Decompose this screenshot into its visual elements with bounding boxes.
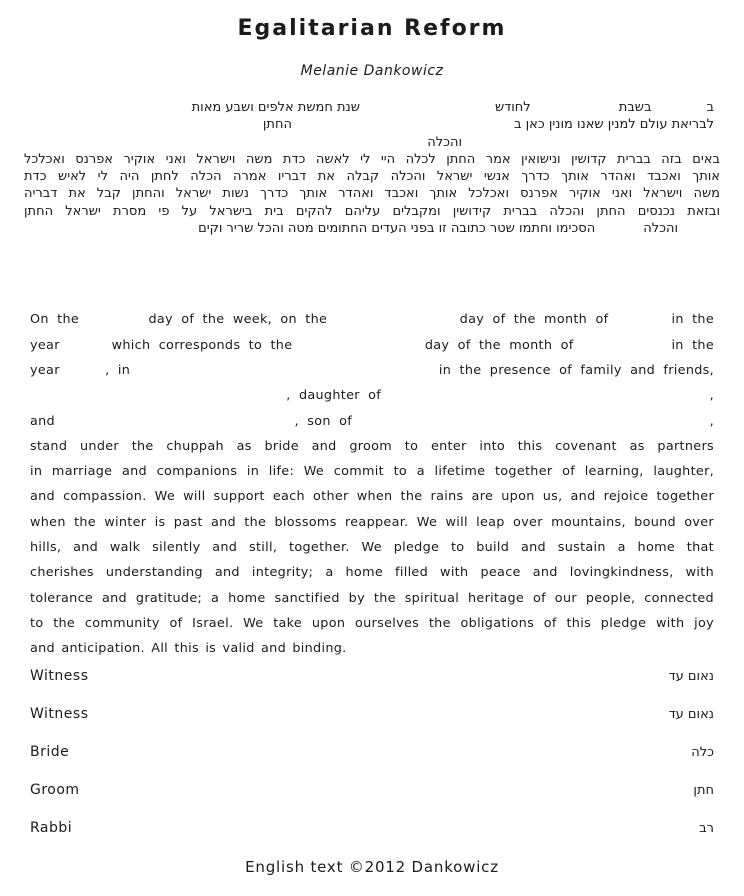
hebrew-creation-phrase: לבריאת עולם למנין שאנו מונין כאן ב [513, 117, 714, 133]
hebrew-paragraph-line: ובזאת נכנסים החתן והכלה בברית קידושין ומקבלים עליהם להקים בית בישראל על פי מסרת ישראל החתן [24, 203, 720, 219]
english-bride-line [30, 383, 714, 408]
signature-row-bride [30, 744, 714, 761]
hebrew-bride-line [30, 134, 714, 151]
english-section [30, 307, 714, 661]
signature-label-en: Rabbi [30, 819, 73, 836]
english-pledge-line: and compassion. We will support each other when the rains are upon us, and rejoice together [30, 489, 714, 505]
english-text-segment: which corresponds to the [111, 337, 293, 353]
blank-weekday [79, 322, 148, 323]
hebrew-year-phrase: שנת חמשת אלפים ושבע מאות [191, 100, 360, 115]
blank-hebrew-month-name [360, 110, 495, 111]
english-text-segment: and [30, 413, 55, 429]
signature-label-he: נאום עד [668, 706, 714, 722]
blank-hebrew-place [292, 127, 514, 128]
hebrew-day-prefix: ב [706, 100, 714, 115]
signature-row-witness-2 [30, 706, 714, 723]
english-date-line-1 [30, 307, 714, 332]
hebrew-paragraph [24, 151, 720, 237]
english-text-segment: , [709, 388, 714, 404]
blank-hebrew-year [60, 348, 112, 349]
blank-day-of-month [327, 322, 459, 323]
hebrew-month-word: לחודש [494, 100, 531, 115]
english-text-segment: in the [671, 312, 715, 328]
english-pledge-line: when the winter is past and the blossoms reappear. We will leap over mountains, bound over [30, 514, 714, 530]
english-text-segment: , in [105, 362, 131, 378]
blank-bride-name [30, 398, 286, 399]
blank-groom-name [55, 424, 295, 425]
hebrew-era-line [30, 116, 714, 133]
blank-secular-day [292, 348, 424, 349]
english-text-segment: day of the month of [424, 337, 574, 353]
english-pledge-closing-line: and anticipation. All this is valid and binding. [30, 641, 347, 657]
blank-hebrew-bride-name [595, 231, 643, 232]
hebrew-bride-label: והכלה [427, 134, 462, 150]
hebrew-paragraph-line: אותך ואכבד ואהדר אותך כדרך אנשי ישראל והכלה קבלה את דבריו אמרה הכלה לחתן היה לי לאיש כדת [24, 169, 720, 185]
blank-secular-month [574, 348, 672, 349]
signature-label-en: Witness [30, 705, 89, 722]
signature-row-groom [30, 782, 714, 799]
english-pledge-line: to the community of Israel. We take upon ourselves the obligations of this pledge with joy [30, 615, 714, 631]
english-pledge-line: in marriage and companions in life: We commit to a lifetime together of learning, laughter, [30, 464, 714, 480]
blank-groom-parents [352, 424, 710, 425]
english-date-line-3 [30, 358, 714, 383]
hebrew-date-line [30, 99, 714, 116]
hebrew-paragraph-line: משה וישראל ואני אוקיר אפרנס ואכלכל אותך ואכבד ואהדר אותך כדרך נשות ישראל והחתן קבל את דבריה [24, 186, 720, 202]
english-pledge-line: stand under the chuppah as bride and groom to enter into this covenant as partners [30, 438, 714, 454]
blank-hebrew-month [608, 322, 671, 323]
blank-bride-parents [381, 398, 710, 399]
blank-place [130, 373, 439, 374]
signature-row-witness-1 [30, 668, 714, 685]
page-title: Egalitarian Reform [237, 16, 507, 41]
signature-label-en: Witness [30, 667, 89, 684]
english-text-segment: in the [671, 337, 714, 353]
signature-label-he: כלה [691, 744, 714, 760]
copyright-footer: English text ©2012 Dankowicz [245, 857, 499, 876]
hebrew-week-word: בשבת [618, 100, 652, 115]
english-text-segment: year [30, 362, 60, 378]
signature-label-en: Groom [30, 781, 80, 798]
hebrew-section [24, 99, 720, 237]
english-text-segment: in the presence of family and friends, [438, 362, 714, 378]
english-groom-line [30, 409, 714, 434]
hebrew-groom-label: החתן [262, 117, 292, 133]
english-text-segment: , daughter of [286, 388, 382, 404]
signature-label-en: Bride [30, 743, 70, 760]
english-text-segment: day of the month of [459, 312, 609, 328]
signature-label-he: נאום עד [668, 668, 714, 684]
blank-hebrew-groom-name [462, 145, 714, 146]
english-text-segment: On the [30, 312, 80, 328]
english-text-segment: , [709, 413, 714, 429]
english-pledge-line: hills, and walk silently and still, together. We pledge to build and sustain a home that [30, 540, 714, 556]
blank-secular-year [60, 373, 105, 374]
signature-label-he: חתן [693, 782, 714, 798]
hebrew-paragraph-line: באים בזה בברית קדושין ונישואין אמר החתן לכלה היי לי לאשה כדת משה וישראל ואני אוקיר אפרנס ואכלכל [24, 151, 720, 167]
signature-label-he: רב [699, 820, 714, 836]
english-date-line-2 [30, 333, 714, 358]
english-text-segment: , son of [294, 413, 353, 429]
signature-row-rabbi [30, 820, 714, 837]
hebrew-closing-text: הסכימו וחתמו שטר כתובה זו בפני העדים החתומים מטה והכל שריר וקים [198, 221, 596, 237]
signature-section [30, 668, 714, 837]
english-text-segment: day of the week, on the [148, 312, 328, 328]
english-pledge-line: cherishes understanding and integrity; a home filled with peace and lovingkindness, with [30, 565, 714, 581]
hebrew-closing-line [24, 220, 678, 237]
hebrew-closing-bride-label: והכלה [643, 221, 678, 237]
artist-name: Melanie Dankowicz [300, 63, 444, 79]
blank-hebrew-day-of-month [531, 110, 619, 111]
english-text-segment: year [30, 337, 60, 353]
english-pledge-line: tolerance and gratitude; a home sanctified by the spiritual heritage of our people, connected [30, 590, 714, 606]
blank-hebrew-weekday [651, 110, 706, 111]
